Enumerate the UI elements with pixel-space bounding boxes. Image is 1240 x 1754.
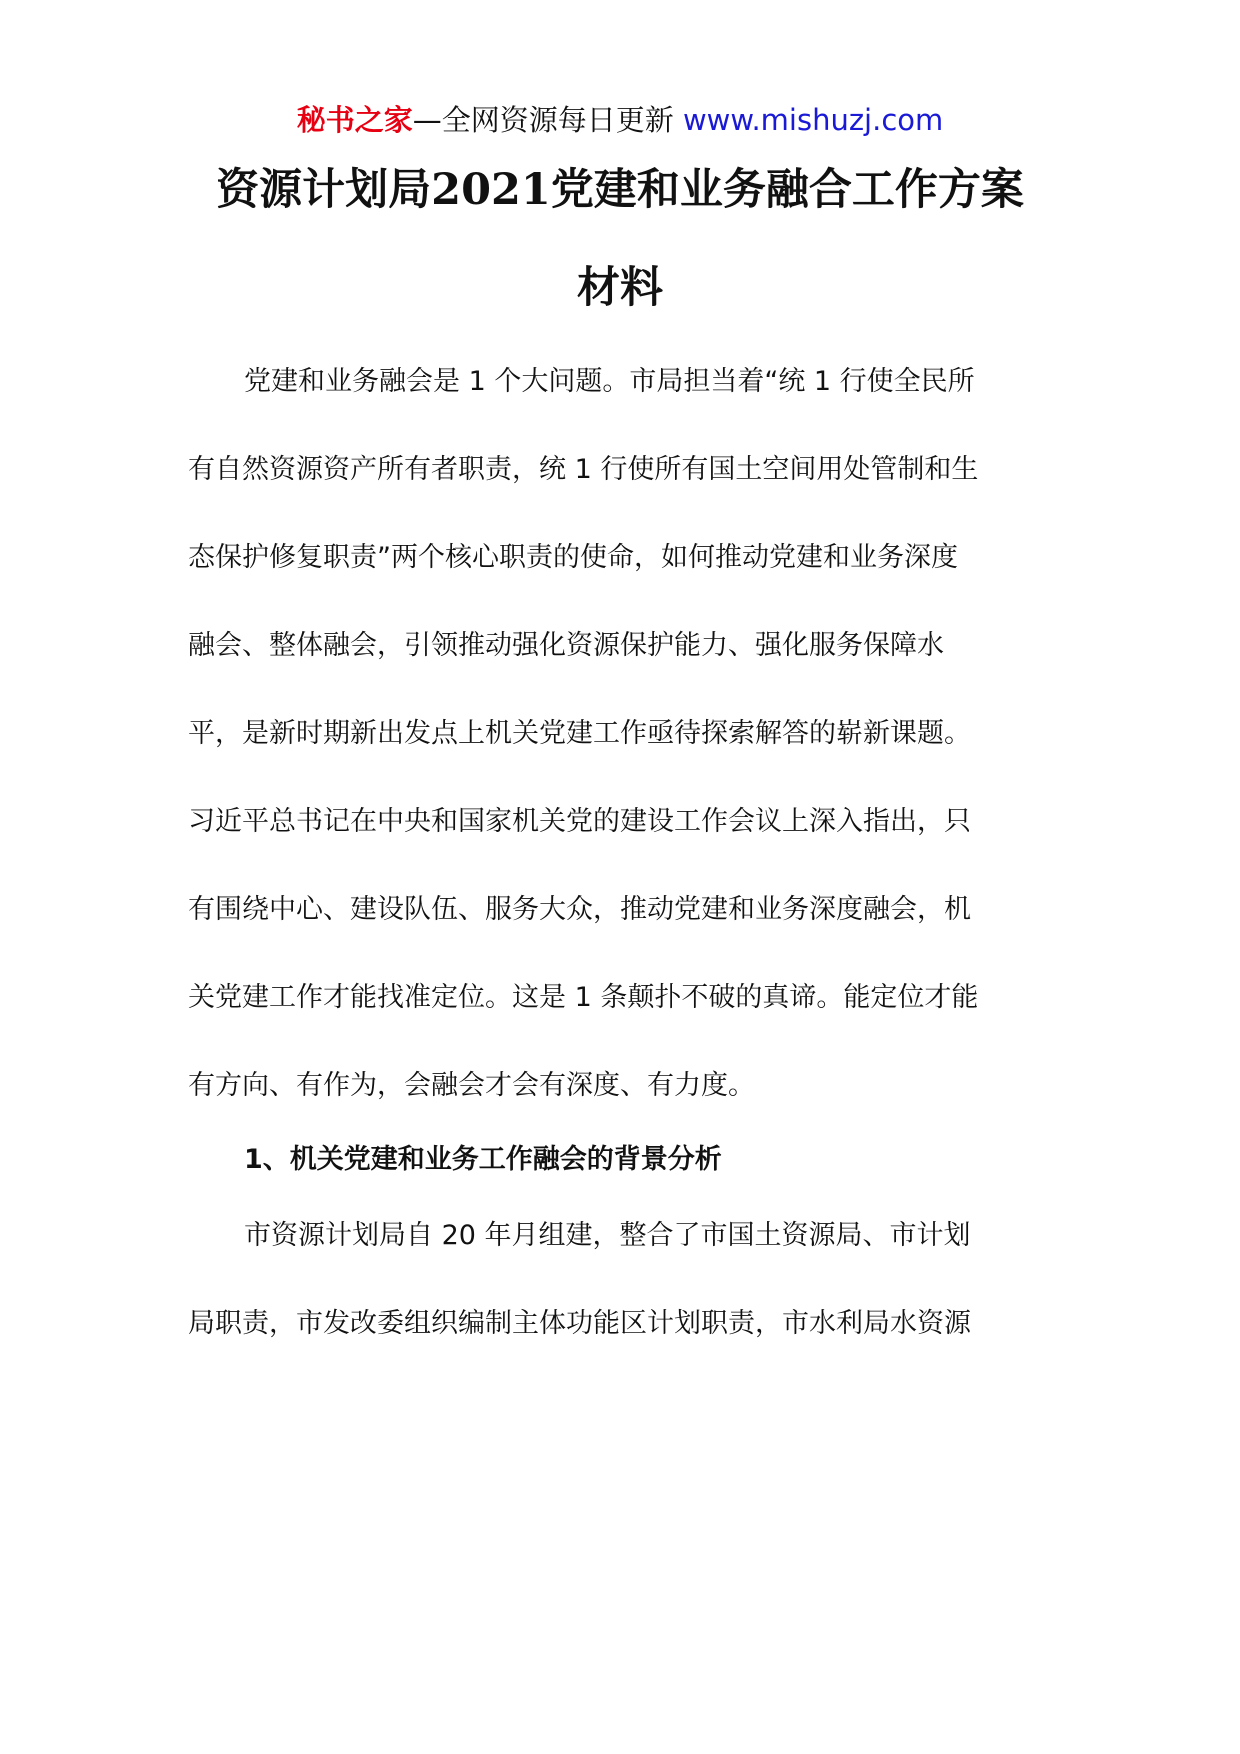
body-line: 有自然资源资产所有者职责，统 1 行使所有国土空间用处管制和生	[188, 454, 979, 485]
body-line: 党建和业务融会是 1 个大问题。市局担当着“统 1 行使全民所	[244, 366, 975, 397]
site-header	[0, 100, 1240, 140]
body-line: 有围绕中心、建设队伍、服务大众，推动党建和业务深度融会，机	[188, 894, 971, 925]
site-brand: 秘书之家	[296, 103, 413, 137]
section-line: 局职责，市发改委组织编制主体功能区计划职责，市水利局水资源	[188, 1308, 971, 1339]
section-line: 市资源计划局自 20 年月组建，整合了市国土资源局、市计划	[244, 1220, 971, 1251]
body-line: 态保护修复职责”两个核心职责的使命，如何推动党建和业务深度	[188, 542, 958, 573]
body-line: 有方向、有作为，会融会才会有深度、有力度。	[188, 1070, 755, 1101]
site-url-link[interactable]: www.mishuzj.com	[682, 103, 944, 137]
body-line: 习近平总书记在中央和国家机关党的建设工作会议上深入指出，只	[188, 806, 971, 837]
body-line: 关党建工作才能找准定位。这是 1 条颠扑不破的真谛。能定位才能	[188, 982, 979, 1013]
document-title-line-1: 资源计划局2021党建和业务融合工作方案	[216, 165, 1024, 215]
body-line: 平，是新时期新出发点上机关党建工作亟待探索解答的崭新课题。	[188, 718, 971, 749]
body-line: 融会、整体融会，引领推动强化资源保护能力、强化服务保障水	[188, 630, 944, 661]
document-title-line-2: 材料	[577, 263, 663, 313]
section-heading: 1、机关党建和业务工作融会的背景分析	[244, 1144, 722, 1175]
site-tagline: —全网资源每日更新	[412, 103, 674, 137]
